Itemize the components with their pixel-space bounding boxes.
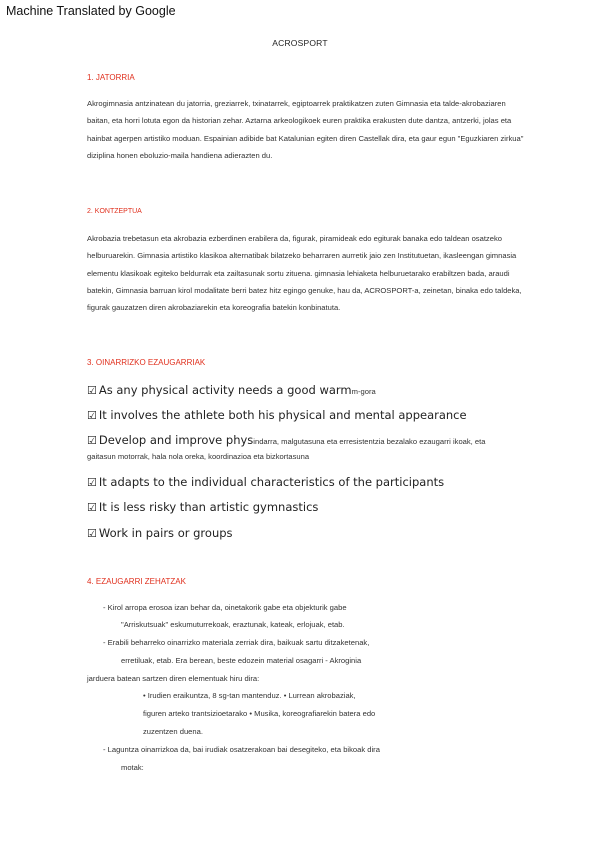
feature-item-warmup <box>87 383 376 397</box>
checkbox-icon: ☑ <box>87 476 97 489</box>
document-title: ACROSPORT <box>272 38 328 48</box>
section-1-heading: 1. JATORRIA <box>87 73 135 82</box>
detail-line: jarduera batean sartzen diren elementuak hiru dira: <box>87 674 260 683</box>
feature-text: It adapts to the individual characteristics of the participants <box>98 475 445 489</box>
detail-line: - Kirol arropa erosoa izan behar da, oinetakorik gabe eta objekturik gabe <box>103 603 347 612</box>
feature-develop-line2: gaitasun motorrak, hala nola oreka, koordinazioa eta bizkortasuna <box>87 452 310 461</box>
feature-item-risk <box>87 500 318 514</box>
detail-line: - Erabili beharreko oinarrizko materiala zerriak dira, baikuak sartu ditzaketenak, <box>103 638 370 647</box>
feature-item-develop <box>87 433 485 447</box>
checkbox-icon: ☑ <box>87 384 97 397</box>
feature-text: It is less risky than artistic gymnastics <box>98 500 319 514</box>
feature-item-adapts <box>87 475 444 489</box>
feature-text: Develop and improve phys <box>98 433 254 447</box>
detail-line: figuren arteko trantsizioetarako • Musika, koreografiarekin batera edo <box>143 709 376 718</box>
checkbox-icon: ☑ <box>87 409 97 422</box>
detail-line: motak: <box>121 763 144 772</box>
detail-line: - Laguntza oinarrizkoa da, bai irudiak osatzerakoan bai desegiteko, eta bikoak dira <box>103 745 380 754</box>
feature-text: It involves the athlete both his physical and mental appearance <box>98 408 467 422</box>
feature-text: As any physical activity needs a good warm <box>98 383 352 397</box>
detail-line: zuzentzen duena. <box>143 727 203 736</box>
feature-text-suffix: indarra, malgutasuna eta erresistentzia bezalako ezaugarri ikoak, eta <box>253 437 486 446</box>
section-3-heading: 3. OINARRIZKO EZAUGARRIAK <box>87 358 206 367</box>
feature-item-groups <box>87 526 233 540</box>
section-1-paragraph: Akrogimnasia antzinatean du jatorria, greziarrek, txinatarrek, egiptoarrek praktikatzen zuten Gimnasia eta talde-akrobaziaren baitan, eta horri lotuta egon da historian zehar. Aztarna arkeologikoek euren praktika erakusten dute dantza, antzerki, jolas eta hainbat agerpen artistiko moduan. Espainian adibide bat Katalunian egiten diren Castellak dira, eta gaur egun "Eguzkiaren zirkua" diziplina honen eboluzio-maila handiena adierazten du. <box>87 99 524 160</box>
feature-text: Work in pairs or groups <box>98 526 233 540</box>
checkbox-icon: ☑ <box>87 434 97 447</box>
checkbox-icon: ☑ <box>87 527 97 540</box>
feature-text-suffix: m-gora <box>351 387 376 396</box>
checkbox-icon: ☑ <box>87 501 97 514</box>
section-2-paragraph: Akrobazia trebetasun eta akrobazia ezberdinen erabilera da, figurak, piramideak edo egiturak banaka edo taldean osatzeko helburuarekin. Gimnasia artistiko klasikoa alternatibak bilatzeko beharraren aurretik jaio zen Institutuetan, ikasleengan gimnasia elementu klasikoak egiteko beldurrak eta zailtasunak sortu zituena. gimnasia lehiaketa helburuetarako erabiltzen bada, araudi batekin, Gimnasia barruan kirol modalitate berri batez hitz egingo genuke, hau da, ACROSPORT-a, zeinetan, binaka edo taldeka, figurak gauzatzen diren akrobaziarekin eta koreografia batekin konbinatuta. <box>87 234 522 313</box>
detail-line: erretiluak, etab. Era berean, beste edozein material osagarri - Akroginia <box>121 656 362 665</box>
section-2-heading: 2. KONTZEPTUA <box>87 208 142 215</box>
machine-translated-banner: Machine Translated by Google <box>6 4 176 18</box>
detail-line: "Arriskutsuak" eskumuturrekoak, eraztunak, kateak, erlojuak, etab. <box>121 620 345 629</box>
section-4-heading: 4. EZAUGARRI ZEHATZAK <box>87 577 186 586</box>
feature-item-involvement <box>87 408 467 422</box>
detail-line: • Irudien eraikuntza, 8 sg-tan mantenduz. • Lurrean akrobaziak, <box>143 691 356 700</box>
